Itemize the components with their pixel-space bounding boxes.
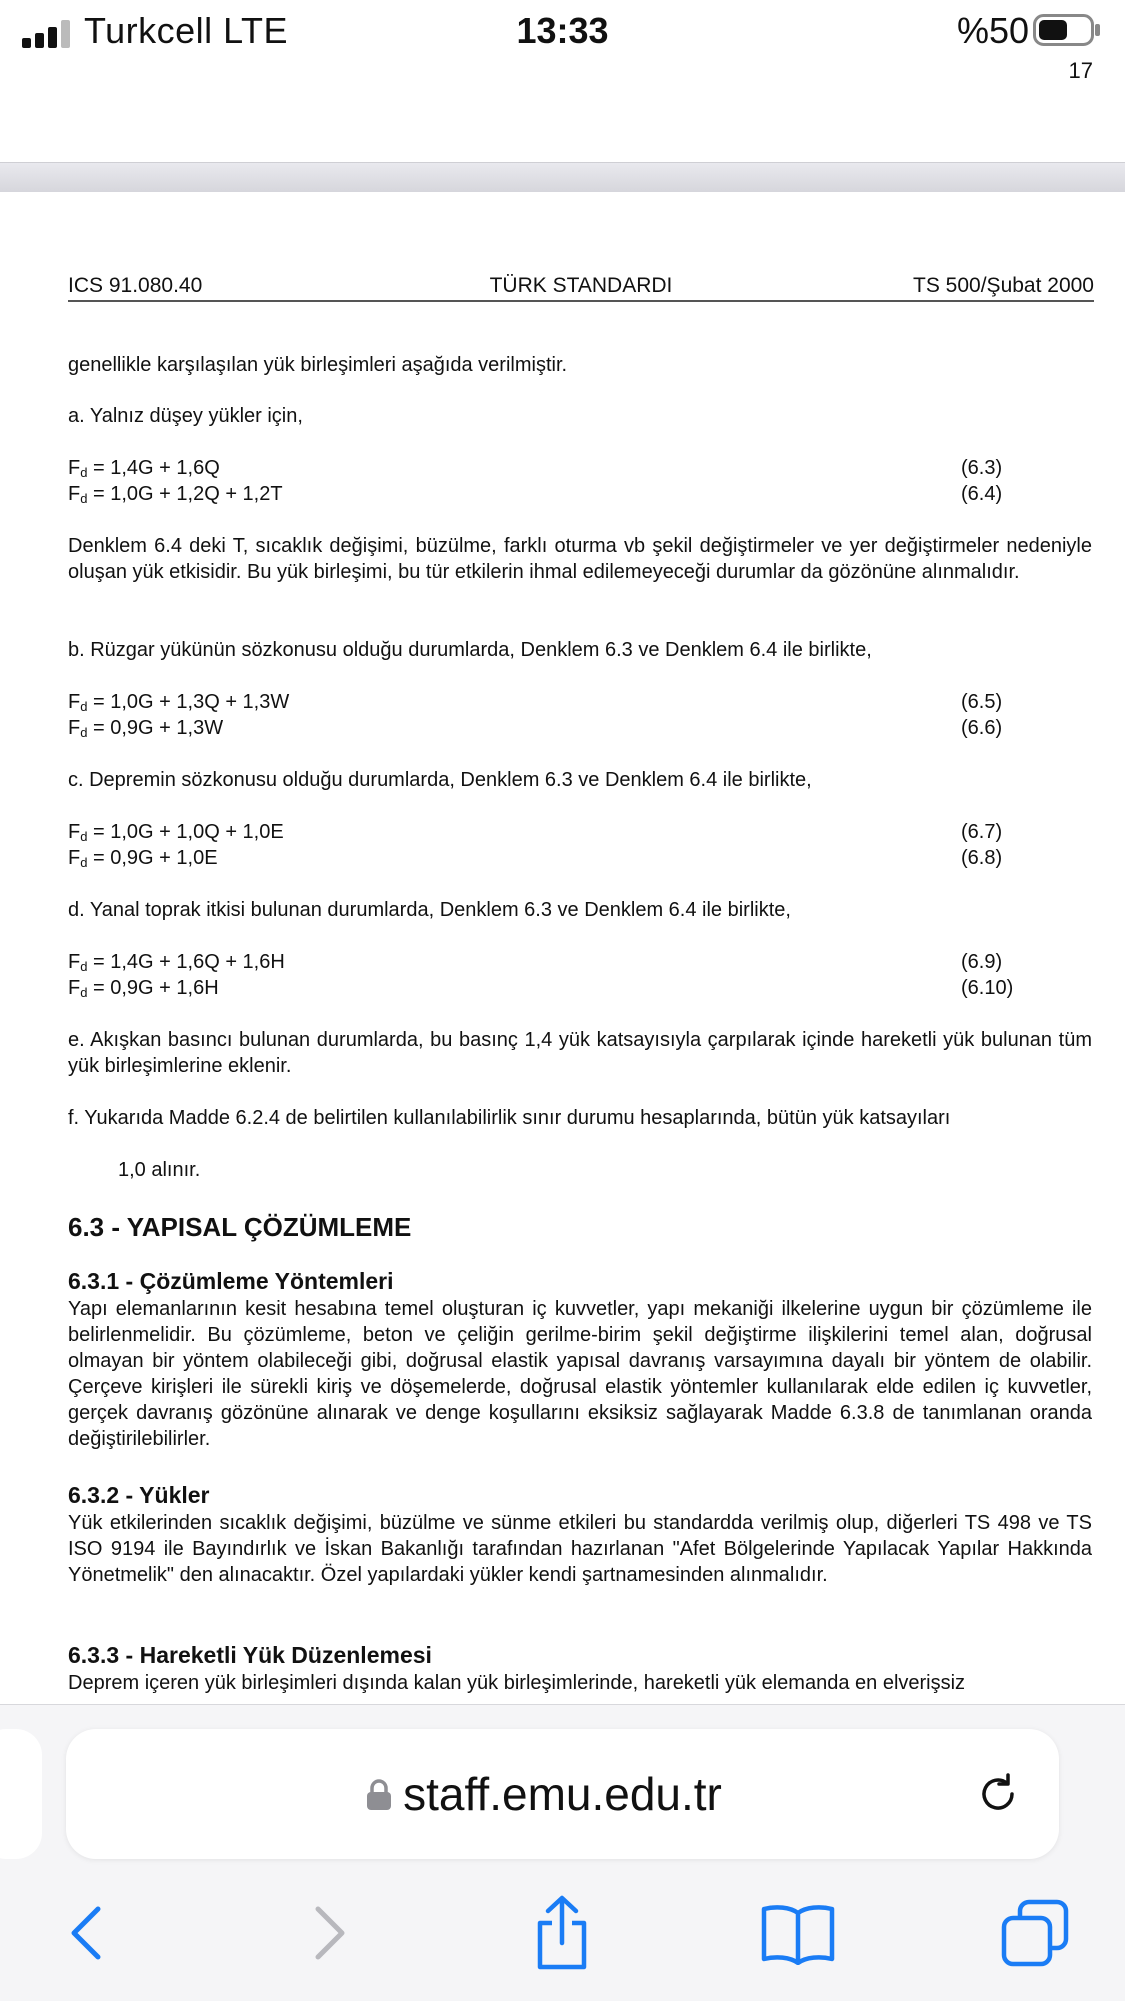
tabs-button[interactable] bbox=[995, 1893, 1075, 1973]
tabs-icon bbox=[1000, 1898, 1070, 1968]
header-standard-number: TS 500/Şubat 2000 bbox=[913, 274, 1094, 297]
forward-button[interactable] bbox=[290, 1893, 370, 1973]
url-text[interactable]: staff.emu.edu.tr bbox=[403, 1768, 722, 1820]
subsection-heading-6-3-3: 6.3.3 - Hareketli Yük Düzenlemesi bbox=[68, 1642, 432, 1668]
back-button[interactable] bbox=[46, 1893, 126, 1973]
subsection-body-6-3-1: Yapı elemanlarının kesit hesabına temel oluşturan iç kuvvetler, yapı mekaniği ilkelerine uygun bir çözümleme ile belirlenmelidir. Bu çözümleme, beton ve çeliğin gerilme-birim şekil değiştirme ilişkilerini temel alan, doğrusal olmayan bir yöntem olabileceği gibi, doğrusal elastik yapısal davranış varsayımına dayalı bir yöntem de olabilir. Çerçeve kirişleri ile sürekli kiriş ve döşemelerde, doğrusal elastik yöntemler kullanılarak elde edilen iç kuvvetler, gerçek davranış gözönüne alınarak ve denge koşullarını eksiksiz sağlayarak Madde 6.3.8 de tanımlanan oranda değiştirilebilirler. bbox=[68, 1298, 1092, 1450]
forward-icon bbox=[310, 1903, 350, 1963]
clock: 13:33 bbox=[516, 10, 609, 51]
reload-icon[interactable] bbox=[975, 1771, 1021, 1817]
page-separator bbox=[0, 162, 1125, 192]
intro-text: genellikle karşılaşılan yük birleşimleri aşağıda verilmiştir. bbox=[68, 354, 568, 376]
subsection-heading-6-3-2: 6.3.2 - Yükler bbox=[68, 1482, 210, 1508]
address-bar[interactable] bbox=[66, 1729, 1059, 1859]
subsection-body-6-3-2: Yük etkilerinden sıcaklık değişimi, büzülme ve sünme etkileri bu standardda verilmiş olup, diğerleri TS 498 ve TS ISO 9194 ile Bayındırlık ve İskan Bakanlığı tarafından hazırlanan "Afet Bölgelerinde Yapılacak Yapılar Hakkında Yönetmelik" den alınacaktır. Özel yapılardaki yükler kendi şartnamesinden alınmalıdır. bbox=[68, 1512, 1092, 1586]
item-c: c. Depremin sözkonusu olduğu durumlarda, Denklem 6.3 ve Denklem 6.4 ile birlikte, bbox=[68, 769, 812, 791]
share-button[interactable] bbox=[522, 1893, 602, 1973]
bookmarks-icon bbox=[760, 1901, 836, 1965]
status-bar bbox=[0, 0, 1125, 60]
battery-percentage: %50 bbox=[956, 10, 1029, 51]
battery-icon bbox=[1033, 14, 1101, 46]
item-b: b. Rüzgar yükünün sözkonusu olduğu durumlarda, Denklem 6.3 ve Denklem 6.4 ile birlikte, bbox=[68, 639, 872, 661]
browser-bottom-bar bbox=[0, 1704, 1125, 2001]
item-f-continuation: 1,0 alınır. bbox=[118, 1159, 201, 1181]
carrier-label: Turkcell LTE bbox=[84, 10, 289, 51]
bookmarks-button[interactable] bbox=[758, 1893, 838, 1973]
paragraph-t-effect: Denklem 6.4 deki T, sıcaklık değişimi, büzülme, farklı oturma vb şekil değiştirmeler ve yer değiştirmeler nedeniyle oluşan yük etkisidir. Bu yük birleşimi, bu tür etkilerin ihmal edilemeyeceği durumlar da gözönüne alınmalıdır. bbox=[68, 535, 1092, 583]
section-heading-6-3: 6.3 - YAPISAL ÇÖZÜMLEME bbox=[68, 1212, 412, 1242]
header-standard-title: TÜRK STANDARDI bbox=[489, 274, 673, 297]
document-header bbox=[68, 272, 1094, 302]
browser-toolbar bbox=[0, 1893, 1125, 1973]
back-icon bbox=[66, 1903, 106, 1963]
item-e: e. Akışkan basıncı bulunan durumlarda, bu basınç 1,4 yük katsayısıyla çarpılarak içinde hareketli yük bulunan tüm yük birleşimlerine eklenir. bbox=[68, 1029, 1092, 1077]
item-a: a. Yalnız düşey yükler için, bbox=[68, 405, 303, 427]
share-icon bbox=[530, 1895, 594, 1971]
document-page[interactable]: ICS 91.080.40 TÜRK STANDARDI TS 500/Şubat 2000 genellikle karşılaşılan yük birleşimleri aşağıda verilmiştir. a. Yalnız düşey yükler için, $F_d = 1,4G + 1,6Q$ (6.3) $F_d = 1,0G + 1,2Q + 1,2T$ (6.4) Denklem 6.4 deki T, sıcaklık değişimi, büzülme, farklı oturma vb şekil değiştirmeler ve yer değiştirmeler nedeniyle oluşan yük etkisidir. Bu yük birleşimi, bu tür etkilerin ihmal edilemeyeceği durumlar da gözönüne alınmalıdır. b. Rüzgar yükünün sözkonusu olduğu durumlarda, Denklem 6.3 ve Denklem 6.4 ile birlikte, $F_d = 1,0G + 1,3Q + 1,3W$ (6.5) $F_d = 0,9G + 1,3W$ (6.6) c. Depremin sözkonusu olduğu durumlarda, Denklem 6.3 ve Denklem 6.4 ile birlikte, $F_d = 1,0G + 1,0Q + 1,0E$ (6.7) $F_d = 0,9G + 1,0E$ (6.8) d. Yanal toprak itkisi bulunan durumlarda, Denklem 6.3 ve Denklem 6.4 ile birlikte, $F_d = 1,4G + 1,6Q + 1,6H$ (6.9) $F_d = 0,9G + 1,6H$ (6.10) e. Akışkan basıncı bulunan durumlarda, bu basınç 1,4 yük katsayısıyla çarpılarak içinde hareketli yük bulunan tüm yük birleşimlerine eklenir. f. Yukarıda Madde 6.2.4 de belirtilen kullanılabilirlik sınır durumu hesaplarında, bütün yük katsayıları 1,0 alınır. 6.3 - YAPISAL ÇÖZÜMLEME 6.3.1 - Çözümleme Yöntemleri Yapı elemanlarının kesit hesabına temel oluşturan iç kuvvetler, yapı mekaniği ilkelerine uygun bir çözümleme ile belirlenmelidir. Bu çözümleme, beton ve çeliğin gerilme-birim şekil değiştirme ilişkilerini temel alan, doğrusal olmayan bir yöntem olabileceği gibi, doğrusal elastik yapısal davranış varsayımına dayalı bir yöntem de olabilir. Çerçeve kirişleri ile sürekli kiriş ve döşemelerde, doğrusal elastik yöntemler kullanılarak elde edilen iç kuvvetler, gerçek davranış gözönüne alınarak ve denge koşullarını eksiksiz sağlayarak Madde 6.3.8 de tanımlanan oranda değiştirilebilirler. 6.3.2 - Yükler Yük etkilerinden sıcaklık değişimi, büzülme ve sünme etkileri bu standardda verilmiş olup, diğerleri TS 498 ve TS ISO 9194 ile Bayındırlık ve İskan Bakanlığı tarafından hazırlanan "Afet Bölgelerinde Yapılacak Yapılar Hakkında Yönetmelik" den alınacaktır. Özel yapılardaki yükler kendi şartnamesinden alınmalıdır. 6.3.3 - Hareketli Yük Düzenlemesi Deprem içeren yük birleşimleri dışında kalan yük birleşimlerinde, hareketli yük elemanda en elverişsiz bbox=[0, 192, 1125, 1704]
subsection-heading-6-3-1: 6.3.1 - Çözümleme Yöntemleri bbox=[68, 1268, 394, 1294]
subsection-body-6-3-3: Deprem içeren yük birleşimleri dışında kalan yük birleşimlerinde, hareketli yük elemanda en elverişsiz bbox=[68, 1672, 966, 1694]
previous-tab-card[interactable] bbox=[0, 1729, 42, 1859]
page-number: 17 bbox=[1068, 58, 1093, 83]
header-ics-code: ICS 91.080.40 bbox=[68, 274, 203, 297]
item-d: d. Yanal toprak itkisi bulunan durumlarda, Denklem 6.3 ve Denklem 6.4 ile birlikte, bbox=[68, 899, 791, 921]
item-f: f. Yukarıda Madde 6.2.4 de belirtilen kullanılabilirlik sınır durumu hesaplarında, bütün yük katsayıları bbox=[68, 1107, 951, 1129]
